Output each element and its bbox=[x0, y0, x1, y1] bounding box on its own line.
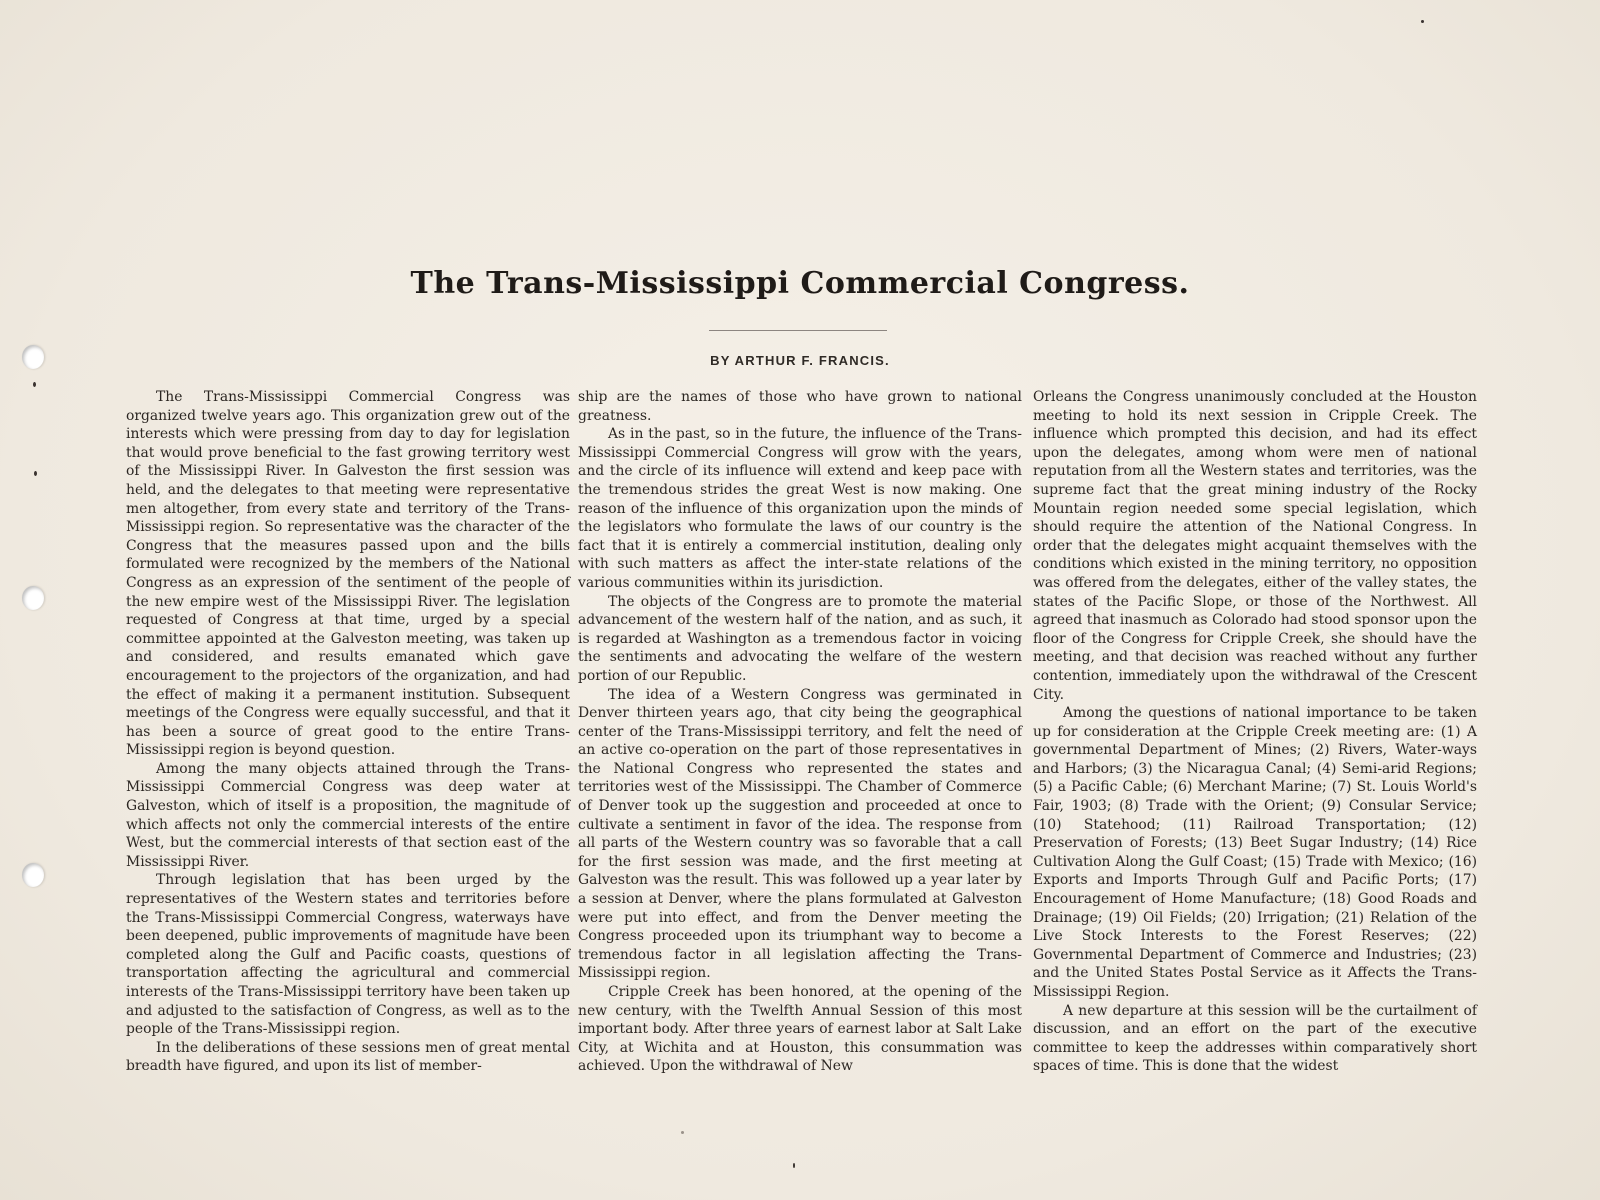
paragraph: Among the many objects attained through the Trans-Mississippi Commercial Congress was deep water at Galveston, which of itself is a proposition, the magnitude of which affects not only the commercial interests of the entire West, but the commercial interests of that section east of the Mississippi River. bbox=[126, 760, 570, 870]
ink-speck bbox=[681, 1131, 684, 1134]
paragraph: The idea of a Western Congress was germinated in Denver thirteen years ago, that city being the geographical center of the Trans-Mississippi territory, and felt the need of an active co-operation on the part of those representatives in the National Congress who represented the states and territories west of the Mississippi. The Chamber of Commerce of Denver took up the suggestion and proceeded at once to cultivate a sentiment in favor of the idea. The response from all parts of the Western country was so favorable that a call for the first session was made, and the first meeting at Galveston was the result. This was followed up a year later by a session at Denver, where the plans formulated at Galveston were put into effect, and from the Denver meeting the Congress proceeded upon its triumphant way to become a tremendous factor in all legislation affecting the Trans-Mississippi region. bbox=[578, 686, 1022, 982]
text-column-3 bbox=[1033, 388, 1477, 1076]
article-byline: BY ARTHUR F. FRANCIS. bbox=[710, 353, 890, 368]
ink-speck bbox=[793, 1163, 795, 1168]
paragraph: Orleans the Congress unanimously concluded at the Houston meeting to hold its next session in Cripple Creek. The influence which prompted this decision, and had its effect upon the delegates, among whom were men of national reputation from all the Western states and territories, was the supreme fact that the great mining industry of the Rocky Mountain region needed some special legislation, which should require the attention of the National Congress. In order that the delegates might acquaint themselves with the conditions which existed in the mining territory, no opposition was offered from the delegates, either of the valley states, the states of the Pacific Slope, or those of the Northwest. All agreed that inasmuch as Colorado had stood sponsor upon the floor of the Congress for Cripple Creek, she should have the meeting, and that decision was reached without any further contention, immediately upon the withdrawal of the Crescent City. bbox=[1033, 389, 1477, 703]
paragraph: Cripple Creek has been honored, at the opening of the new century, with the Twelfth Annual Session of this most important body. After three years of earnest labor at Salt Lake City, at Wichita and at Houston, this consummation was achieved. Upon the withdrawal of New bbox=[578, 984, 1022, 1075]
paragraph: A new departure at this session will be the curtailment of discussion, and an effort on the part of the executive committee to keep the addresses within comparatively short spaces of time. This is done that the widest bbox=[1033, 1002, 1477, 1075]
text-column-1 bbox=[126, 388, 570, 1076]
paragraph: Through legislation that has been urged by the representatives of the Western states and territories before the Trans-Mississippi Commercial Congress, waterways have been deepened, public improvements of magnitude have been completed along the Gulf and Pacific coasts, questions of transportation affecting the agricultural and commercial interests of the Trans-Mississippi territory have been taken up and adjusted to the satisfaction of Congress, as well as to the people of the Trans-Mississippi region. bbox=[126, 872, 570, 1038]
title-divider bbox=[709, 330, 887, 331]
text-column-2 bbox=[578, 388, 1022, 1076]
paragraph: In the deliberations of these sessions men of great mental breadth have figured, and upon its list of member- bbox=[126, 1039, 570, 1075]
ink-speck bbox=[1421, 20, 1424, 23]
ink-speck bbox=[34, 471, 37, 476]
punch-hole bbox=[22, 863, 44, 887]
punch-hole bbox=[22, 586, 44, 610]
paragraph: As in the past, so in the future, the influence of the Trans-Mississippi Commercial Congress will grow with the years, and the circle of its influence will extend and keep pace with the tremendous strides the great West is now making. One reason of the influence of this organization upon the minds of the legislators who formulate the laws of our country is the fact that it is entirely a commercial institution, dealing only with such matters as affect the inter-state relations of the various communities within its jurisdiction. bbox=[578, 426, 1022, 591]
paragraph: ship are the names of those who have grown to national greatness. bbox=[578, 389, 1022, 424]
paragraph: Among the questions of national importance to be taken up for consideration at the Cripple Creek meeting are: (1) A governmental Department of Mines; (2) Rivers, Water-ways and Harbors; (3) the Nicaragua Canal; (4) Semi-arid Regions; (5) a Pacific Cable; (6) Merchant Marine; (7) St. Louis World's Fair, 1903; (8) Trade with the Orient; (9) Consular Service; (10) Statehood; (11) Railroad Transportation; (12) Preservation of Forests; (13) Beet Sugar Industry; (14) Rice Cultivation Along the Gulf Coast; (15) Trade with Mexico; (16) Exports and Imports Through Gulf and Pacific Ports; (17) Encouragement of Home Manufacture; (18) Good Roads and Drainage; (19) Oil Fields; (20) Irrigation; (21) Relation of the Live Stock Interests to the Forest Reserves; (22) Governmental Department of Commerce and Industries; (23) and the United States Postal Service as it Affects the Trans-Mississippi Region. bbox=[1033, 705, 1477, 1000]
ink-speck bbox=[33, 382, 36, 387]
paragraph: The objects of the Congress are to promote the material advancement of the western half of the nation, and as such, it is regarded at Washington as a tremendous factor in voicing the sentiments and advocating the welfare of the western portion of our Republic. bbox=[578, 593, 1022, 684]
article-title: The Trans-Mississippi Commercial Congress. bbox=[410, 266, 1190, 301]
paragraph: The Trans-Mississippi Commercial Congress was organized twelve years ago. This organization grew out of the interests which were pressing from day to day for legislation that would prove beneficial to the fast growing territory west of the Mississippi River. In Galveston the first session was held, and the delegates to that meeting were representative men altogether, from every state and territory of the Trans-Mississippi region. So representative was the character of the Congress that the measures passed upon and the bills formulated were recognized by the members of the National Congress as an expression of the sentiment of the people of the new empire west of the Mississippi River. The legislation requested of Congress at that time, urged by a special committee appointed at the Galveston meeting, was taken up and considered, and results emanated which gave encouragement to the projectors of the organization, and had the effect of making it a permanent institution. Subsequent meetings of the Congress were equally successful, and that it has been a source of great good to the entire Trans-Mississippi region is beyond question. bbox=[126, 389, 570, 759]
